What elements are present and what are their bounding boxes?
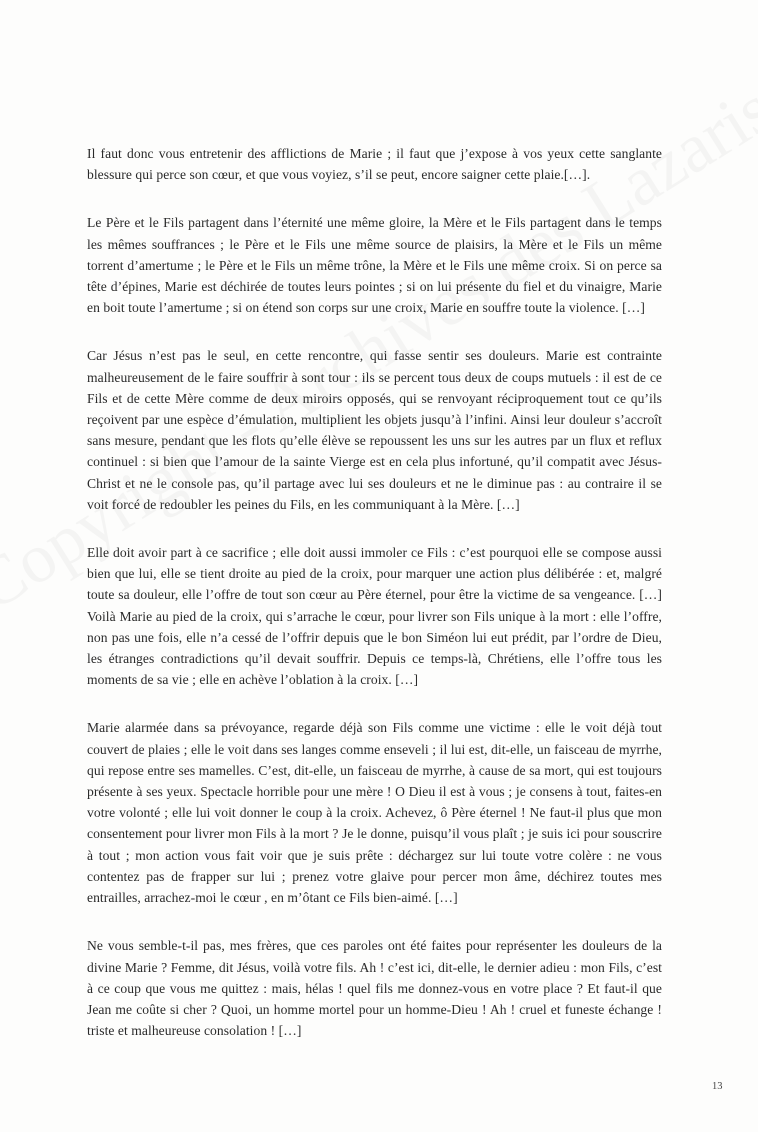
paragraph-5: Marie alarmée dans sa prévoyance, regarde déjà son Fils comme une victime : elle le voit déjà tout couvert de plaies ; elle le voit dans ses langes comme enseveli ; il lui est, dit-elle, un faisceau de myrrhe, qui repose entre ses mamelles. C’est, dit-elle, un faisceau de myrrhe, à cause de sa mort, qui est toujours présente à ses yeux. Spectacle horrible pour une mère ! O Dieu il est à vous ; je consens à tout, faites-en votre volonté ; elle lui voit donner le coup à la croix. Achevez, ô Père éternel ! Ne faut-il plus que mon consentement pour livrer mon Fils à la mort ? Je le donne, puisqu’il vous plaît ; je suis ici pour souscrire à tout ; mon action vous fait voir que je suis prête : déchargez sur lui toute votre colère : ne vous contentez pas de frapper sur lui ; prenez votre glaive pour percer mon âme, déchirez toutes mes entrailles, arrachez-moi le cœur , en m’ôtant ce Fils bien-aimé. […] bbox=[87, 720, 662, 906]
paragraph-4: Elle doit avoir part à ce sacrifice ; elle doit aussi immoler ce Fils : c’est pourquoi elle se compose aussi bien que lui, elle se tient droite au pied de la croix, pour marquer une action plus délibérée : et, malgré toute sa douleur, elle l’offre de tout son cœur au Père éternel, pour être la victime de sa vengeance. […] Voilà Marie au pied de la croix, qui s’arrache le cœur, pour livrer son Fils unique à la mort : elle l’offre, non pas une fois, elle n’a cessé de l’offrir depuis que le bon Siméon lui eut prédit, par l’ordre de Dieu, les étranges contradictions qu’il devait souffrir. Depuis ce temps-là, Chrétiens, elle l’offre tous les moments de sa vie ; elle en achève l’oblation à la croix. […] bbox=[87, 545, 662, 688]
text-body bbox=[87, 143, 662, 1068]
paragraph-3: Car Jésus n’est pas le seul, en cette rencontre, qui fasse sentir ses douleurs. Marie est contrainte malheureusement de le faire souffrir à sont tour : ils se percent tous deux de coups mutuels : il est de ce Fils et de cette Mère comme de deux miroirs opposés, qui se renvoyant réciproquement tout ce qu’ils reçoivent par une espèce d’émulation, multiplient les objets jusqu’à l’infini. Ainsi leur douleur s’accroît sans mesure, pendant que les flots qu’elle élève se repoussent les uns sur les autres par un flux et reflux continuel : si bien que l’amour de la sainte Vierge est en cela plus infortuné, qu’il compatit avec Jésus-Christ et ne le console pas, qu’il partage avec lui ses douleurs et ne le diminue pas : au contraire il se voit forcé de redoubler les peines du Fils, en les communiquant à la Mère. […] bbox=[87, 348, 662, 512]
paragraph-6: Ne vous semble-t-il pas, mes frères, que ces paroles ont été faites pour représenter les douleurs de la divine Marie ? Femme, dit Jésus, voilà votre fils. Ah ! c’est ici, dit-elle, le dernier adieu : mon Fils, c’est à ce coup que vous me quittez : mais, hélas ! quel fils me donnez-vous en votre place ? Et faut-il que Jean me coûte si cher ? Quoi, un homme mortel pour un homme-Dieu ! Ah ! cruel et funeste échange ! triste et malheureuse consolation ! […] bbox=[87, 938, 662, 1039]
paragraph-1: Il faut donc vous entretenir des afflictions de Marie ; il faut que j’expose à vos yeux cette sanglante blessure qui perce son cœur, et que vous voyiez, s’il se peut, encore saigner cette plaie.[…]. bbox=[87, 146, 662, 183]
paragraph-2: Le Père et le Fils partagent dans l’éternité une même gloire, la Mère et le Fils partagent dans le temps les mêmes souffrances ; le Père et le Fils une même source de plaisirs, la Mère et le Fils un même torrent d’amertume ; le Père et le Fils un même trône, la Mère et le Fils une même croix. Si on perce sa tête d’épines, Marie est déchirée de toutes leurs pointes ; si on lui présente du fiel et du vinaigre, Marie en boit toute l’amertume ; si on étend son corps sur une croix, Marie en souffre toute la violence. […] bbox=[87, 215, 662, 316]
page-number: 13 bbox=[712, 1081, 723, 1092]
